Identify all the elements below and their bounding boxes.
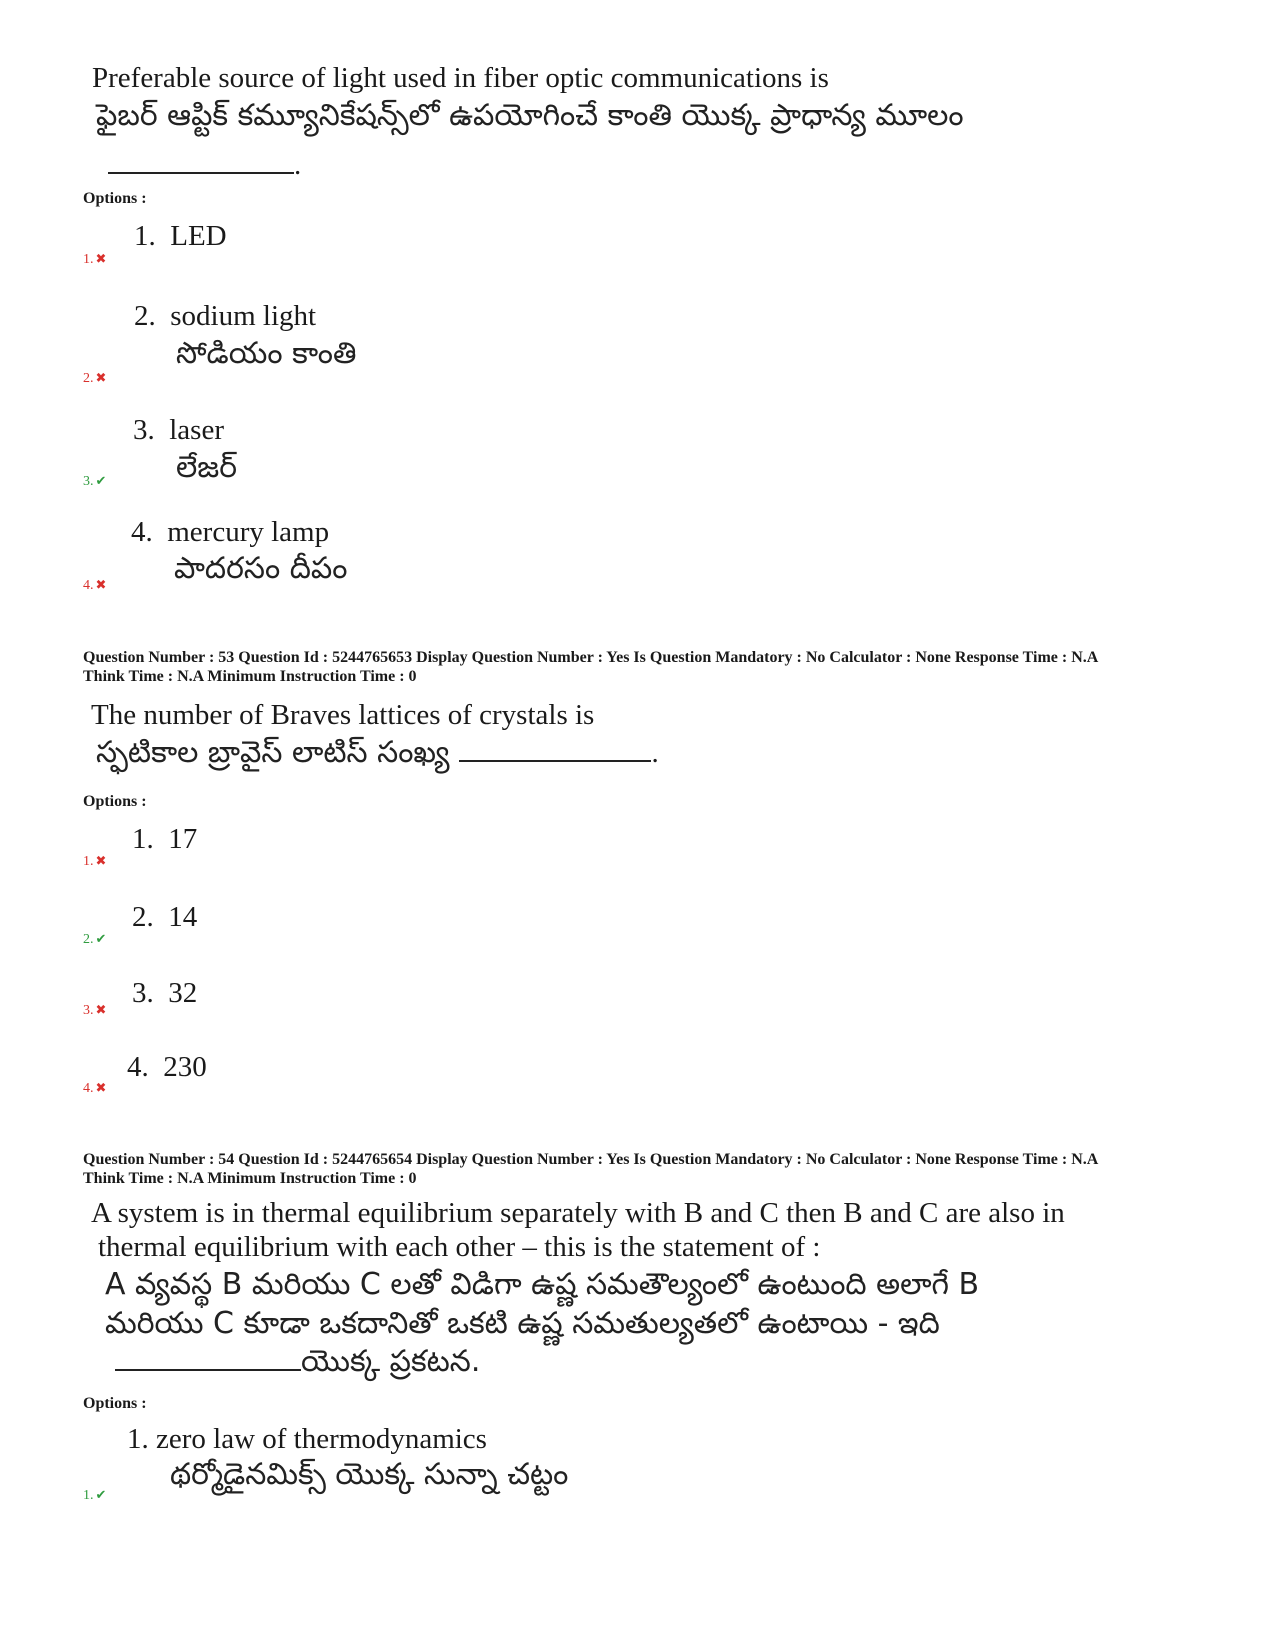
q53-option-1-mark	[83, 853, 106, 870]
q54-stem-en-2: thermal equilibrium with each other – this is the statement of :	[98, 1231, 821, 1263]
option-number: 3.	[133, 414, 155, 446]
q52-stem-tail: .	[294, 149, 302, 181]
option-text-en: 32	[168, 977, 198, 1009]
option-number: 3.	[132, 977, 154, 1009]
option-number: 1.	[134, 220, 156, 252]
q52-stem-en: Preferable source of light used in fiber optic communications is	[92, 62, 829, 94]
mark-number: 4.	[83, 1081, 94, 1096]
option-number: 4.	[131, 516, 153, 548]
q53-stem-en: The number of Braves lattices of crystals is	[91, 699, 595, 731]
mark-number: 1.	[83, 854, 94, 869]
q52-option-2-mark	[83, 370, 106, 387]
option-text-en: 230	[163, 1051, 207, 1083]
q54-stem-te-2: మరియు C కూడా ఒకదానితో ఒకటి ఉష్ణ సమతుల్యతలో ఉంటాయి - ఇది	[105, 1306, 940, 1341]
cross-icon: ✖	[95, 370, 107, 385]
q53-option-4[interactable]	[127, 1049, 207, 1085]
q53-option-2[interactable]	[132, 899, 197, 935]
q53-option-3[interactable]	[132, 975, 197, 1011]
q54-stem-te-1: A వ్యవస్థ B మరియు C లతో విడిగా ఉష్ణ సమతౌల్యంలో ఉంటుంది అలాగే B	[105, 1267, 980, 1302]
q53-stem-te: స్ఫటికాల బ్రావైస్ లాటిస్ సంఖ్య	[96, 735, 450, 770]
option-number: 1.	[132, 823, 154, 855]
q54-meta-line-2: Think Time : N.A Minimum Instruction Time : 0	[83, 1170, 417, 1187]
q52-options-label: Options :	[83, 190, 147, 207]
q52-option-3[interactable]	[133, 412, 224, 448]
mark-number: 4.	[83, 578, 94, 593]
q53-stem-te-line	[96, 733, 659, 773]
q52-option-4-te: పాదరసం దీపం	[174, 551, 348, 586]
mark-number: 2.	[83, 932, 94, 947]
q53-option-3-mark	[83, 1002, 106, 1019]
q54-stem-te-3-line	[115, 1342, 480, 1382]
q52-option-1-mark	[83, 251, 106, 268]
check-icon: ✔	[95, 1487, 107, 1502]
option-number: 2.	[134, 300, 156, 332]
q52-stem-te: ఫైబర్ ఆప్టిక్ కమ్యూనికేషన్స్‌లో ఉపయోగించే కాంతి యొక్క ప్రాధాన్య మూలం	[96, 98, 964, 133]
cross-icon: ✖	[95, 1080, 107, 1095]
option-number: 1.	[127, 1423, 149, 1455]
option-number: 4.	[127, 1051, 149, 1083]
q54-option-1-te: థర్మోడైనమిక్స్ యొక్క సున్నా చట్టం	[170, 1457, 569, 1492]
check-icon: ✔	[95, 473, 107, 488]
q54-options-label: Options :	[83, 1395, 147, 1412]
q54-option-1[interactable]	[127, 1421, 487, 1457]
option-number: 2.	[132, 901, 154, 933]
cross-icon: ✖	[95, 577, 107, 592]
q53-option-4-mark	[83, 1080, 106, 1097]
q53-options-label: Options :	[83, 793, 147, 810]
option-text-en: zero law of thermodynamics	[156, 1423, 487, 1455]
q54-option-1-mark	[83, 1487, 106, 1504]
q54-stem-en-1: A system is in thermal equilibrium separately with B and C then B and C are also in	[91, 1197, 1065, 1229]
option-text-en: mercury lamp	[167, 516, 330, 548]
q54-stem-te-3: యొక్క ప్రకటన.	[301, 1344, 481, 1379]
mark-number: 3.	[83, 474, 94, 489]
option-text-en: LED	[170, 220, 227, 252]
mark-number: 3.	[83, 1003, 94, 1018]
q53-stem-tail: .	[651, 737, 659, 769]
q54-meta-line-1: Question Number : 54 Question Id : 5244765654 Display Question Number : Yes Is Question Mandatory : No Calculator : None Response Time : N.A	[83, 1151, 1099, 1168]
q52-option-3-mark	[83, 473, 106, 490]
q52-option-2[interactable]	[134, 298, 316, 334]
q53-option-2-mark	[83, 931, 106, 948]
q53-option-1[interactable]	[132, 821, 197, 857]
q52-option-4[interactable]	[131, 514, 329, 550]
q52-option-4-mark	[83, 577, 106, 594]
q52-option-3-te: లేజర్	[176, 450, 237, 485]
q53-meta-line-1: Question Number : 53 Question Id : 5244765653 Display Question Number : Yes Is Question Mandatory : No Calculator : None Response Time : N.A	[83, 649, 1099, 666]
option-text-en: 17	[168, 823, 198, 855]
check-icon: ✔	[95, 931, 107, 946]
option-text-en: laser	[169, 414, 224, 446]
cross-icon: ✖	[95, 1002, 107, 1017]
q53-meta-line-2: Think Time : N.A Minimum Instruction Time : 0	[83, 668, 417, 685]
option-text-en: 14	[168, 901, 198, 933]
q52-option-1[interactable]	[134, 218, 227, 254]
cross-icon: ✖	[95, 251, 107, 266]
cross-icon: ✖	[95, 853, 107, 868]
mark-number: 2.	[83, 371, 94, 386]
q52-blank	[108, 146, 301, 183]
mark-number: 1.	[83, 252, 94, 267]
mark-number: 1.	[83, 1488, 94, 1503]
option-text-en: sodium light	[170, 300, 317, 332]
q52-option-2-te: సోడియం కాంతి	[176, 336, 357, 371]
